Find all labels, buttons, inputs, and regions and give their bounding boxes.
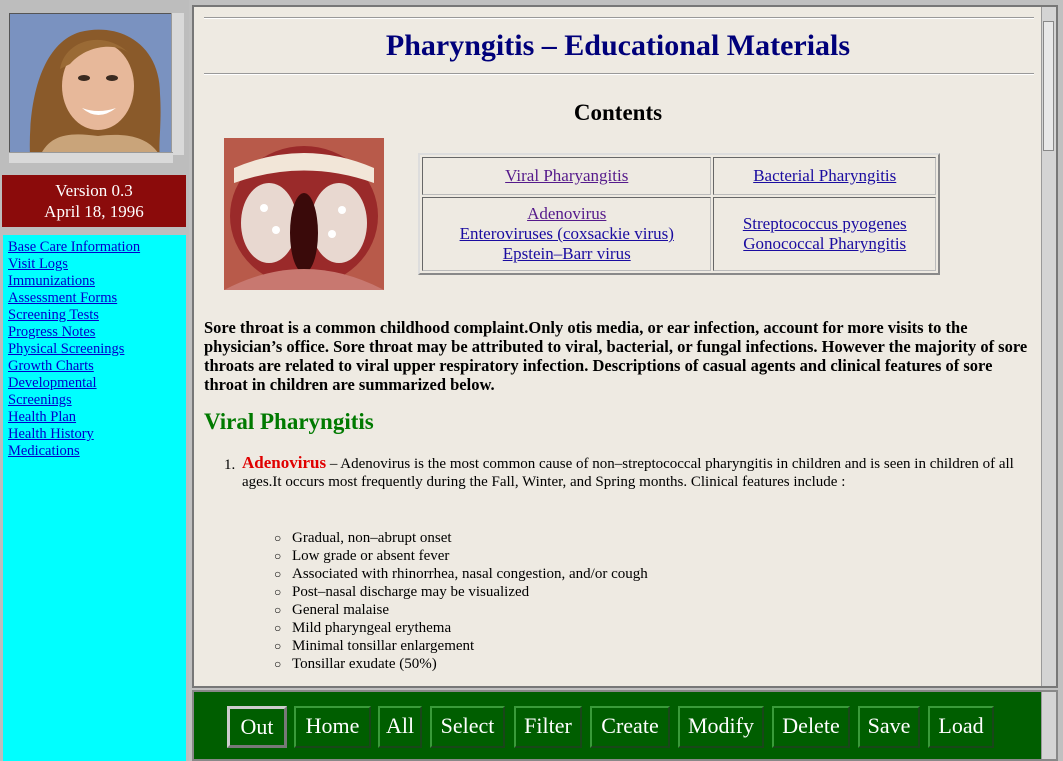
- home-button[interactable]: Home: [294, 706, 371, 748]
- adenovirus-term: Adenovirus: [242, 453, 327, 472]
- patient-photo: [9, 13, 173, 157]
- toc-viral-cell: [422, 157, 711, 195]
- create-button[interactable]: Create: [590, 706, 670, 748]
- nav-developmental[interactable]: Developmental: [8, 375, 97, 391]
- nav-physical-screenings[interactable]: Physical Screenings: [8, 341, 125, 357]
- toc-gonococcal-link[interactable]: Gonococcal Pharyngitis: [743, 234, 907, 253]
- nav-screening-tests[interactable]: Screening Tests: [8, 307, 99, 323]
- throat-image: [224, 138, 384, 290]
- adenovirus-features-list: [274, 529, 648, 673]
- main-scrollbar-thumb[interactable]: [1043, 21, 1054, 151]
- toc-enteroviruses-link[interactable]: Enteroviruses (coxsackie virus): [459, 224, 674, 243]
- patient-photo-frame: [2, 5, 186, 167]
- nav-health-history[interactable]: Health History: [8, 426, 94, 442]
- list-item: ○ Gradual, non–abrupt onset: [274, 529, 648, 547]
- nav-base-care-information[interactable]: Base Care Information: [8, 239, 141, 255]
- nav-screenings[interactable]: Screenings: [8, 392, 72, 408]
- toc-bacterial-links-cell: [713, 197, 936, 271]
- page-title: Pharyngitis – Educational Materials: [385, 29, 851, 62]
- nav-medications[interactable]: Medications: [8, 443, 80, 459]
- toc-adenovirus-link[interactable]: Adenovirus: [527, 204, 607, 223]
- list-item: ○ Minimal tonsillar enlargement: [274, 637, 648, 655]
- load-button[interactable]: Load: [928, 706, 994, 748]
- patient-portrait-image: [10, 14, 172, 156]
- version-date: April 18, 1996: [44, 202, 144, 221]
- section-title-viral-pharyngitis: Viral Pharyngitis: [204, 409, 374, 434]
- photo-horizontal-scrollbar[interactable]: [9, 152, 173, 163]
- nav-assessment-forms[interactable]: Assessment Forms: [8, 290, 118, 306]
- toc-bacterial-pharyngitis-link[interactable]: Bacterial Pharyngitis: [753, 166, 897, 185]
- nav-immunizations[interactable]: Immunizations: [8, 273, 95, 289]
- out-button[interactable]: Out: [227, 706, 287, 748]
- toc-streptococcus-link[interactable]: Streptococcus pyogenes: [742, 214, 907, 233]
- toc-viral-pharyangitis-link[interactable]: Viral Pharyangitis: [505, 166, 629, 185]
- title-divider: [204, 73, 1034, 75]
- list-item: ○ Mild pharyngeal erythema: [274, 619, 648, 637]
- adenovirus-entry: [224, 454, 1034, 491]
- contents-table: [418, 153, 940, 275]
- photo-vertical-scrollbar[interactable]: [171, 13, 184, 155]
- toolbar-vertical-scrollbar[interactable]: [1041, 692, 1056, 759]
- document-content: [202, 7, 1034, 686]
- main-content-frame: [192, 5, 1058, 688]
- toc-bacterial-cell: [713, 157, 936, 195]
- delete-button[interactable]: Delete: [772, 706, 850, 748]
- intro-paragraph: Sore throat is a common childhood complaint.Only otis media, or ear infection, account for more visits to the physician’s office. Sore throat may be attributed to viral, bacterial, or fungal infections. However the majority of sore throats are related to viral upper respiratory infection. Descriptions of casual agents and clinical features of sore throat in children are summarized below.: [204, 318, 1028, 394]
- modify-button[interactable]: Modify: [678, 706, 764, 748]
- throat-photo: [224, 138, 384, 290]
- toc-viral-links-cell: [422, 197, 711, 271]
- top-divider: [204, 17, 1034, 19]
- all-button[interactable]: All: [378, 706, 422, 748]
- list-item: ○ Post–nasal discharge may be visualized: [274, 583, 648, 601]
- filter-button[interactable]: Filter: [514, 706, 582, 748]
- nav-health-plan[interactable]: Health Plan: [8, 409, 77, 425]
- nav-progress-notes[interactable]: Progress Notes: [8, 324, 96, 340]
- version-label: Version 0.3: [55, 181, 133, 200]
- list-item: ○ General malaise: [274, 601, 648, 619]
- list-item: ○ Tonsillar exudate (50%): [274, 655, 648, 673]
- left-frame: [0, 0, 189, 761]
- nav-growth-charts[interactable]: Growth Charts: [8, 358, 94, 374]
- main-vertical-scrollbar[interactable]: [1041, 7, 1056, 686]
- list-number: 1.: [224, 457, 236, 473]
- adenovirus-description: – Adenovirus is the most common cause of non–streptococcal pharyngitis in children and is seen in children of all ages.It occurs most frequently during the Fall, Winter, and Spring months. Clinical features include :: [242, 456, 1014, 490]
- list-item: ○ Low grade or absent fever: [274, 547, 648, 565]
- select-button[interactable]: Select: [430, 706, 505, 748]
- nav-visit-logs[interactable]: Visit Logs: [8, 256, 68, 272]
- contents-heading: Contents: [573, 100, 663, 125]
- save-button[interactable]: Save: [858, 706, 920, 748]
- sidebar-nav: [3, 235, 186, 761]
- version-box: [2, 175, 186, 227]
- toc-epstein-barr-link[interactable]: Epstein–Barr virus: [502, 244, 631, 263]
- list-item: ○ Associated with rhinorrhea, nasal congestion, and/or cough: [274, 565, 648, 583]
- bottom-toolbar: [192, 690, 1058, 761]
